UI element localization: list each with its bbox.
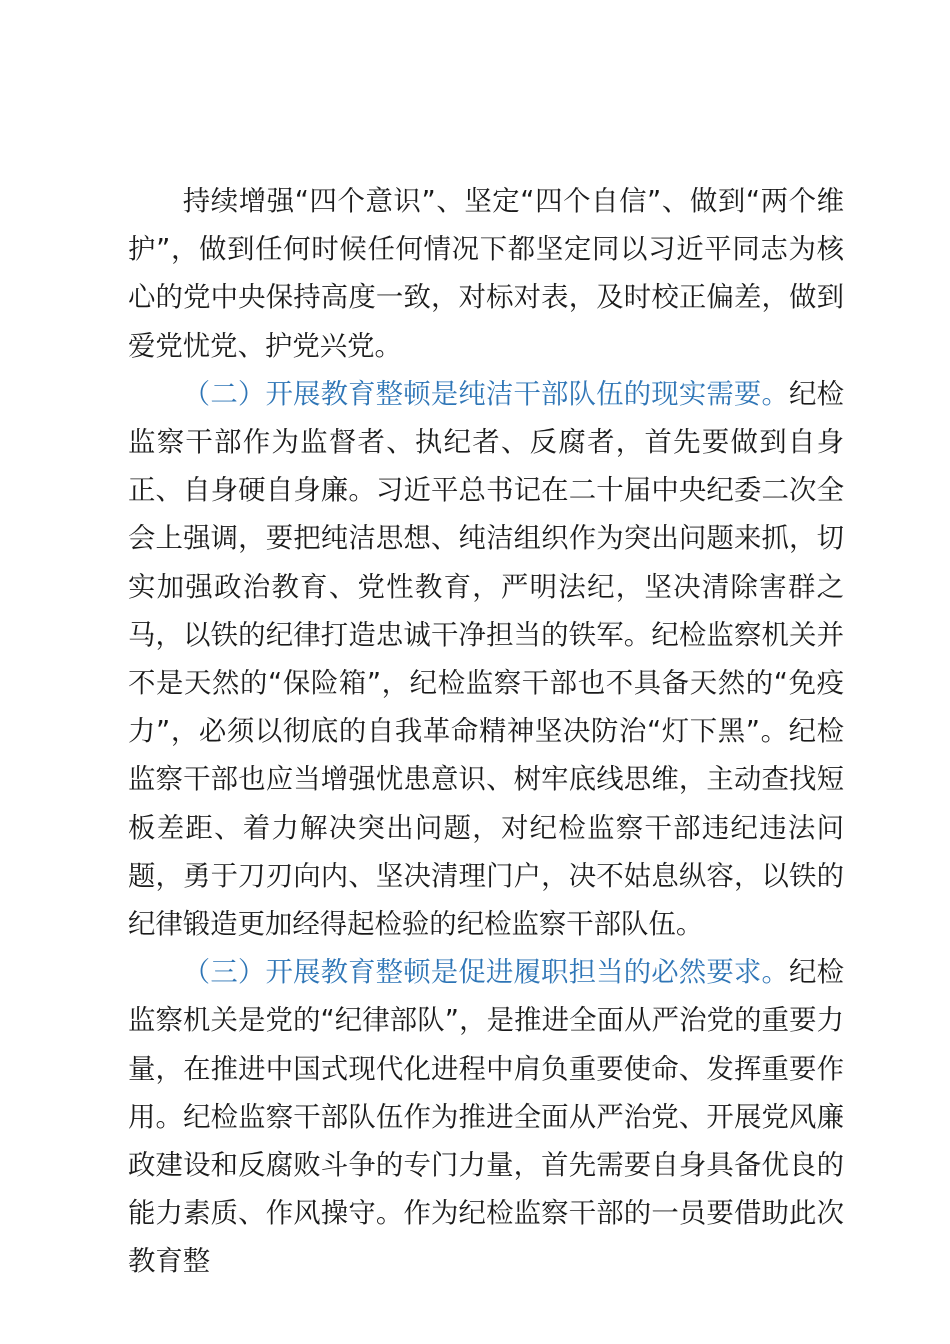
paragraph-2: [128, 371, 844, 949]
paragraph-2-text: 纪检监察干部作为监督者、执纪者、反腐者，首先要做到自身正、自身硬自身廉。习近平总书记在二十届中央纪委二次全会上强调，要把纯洁思想、纯洁组织作为突出问题来抓，切实加强政治教育、党性教育，严明法纪，坚决清除害群之马，以铁的纪律打造忠诚干净担当的铁军。纪检监察机关并不是天然的“保险箱”，纪检监察干部也不具备天然的“免疫力”，必须以彻底的自我革命精神坚决防治“灯下黑”。纪检监察干部也应当增强忧患意识、树牢底线思维，主动查找短板差距、着力解决突出问题，对纪检监察干部违纪违法问题，勇于刀刃向内、坚决清理门户，决不姑息纵容，以铁的纪律锻造更加经得起检验的纪检监察干部队伍。: [128, 378, 844, 941]
section-heading-3: （三）开展教育整顿是促进履职担当的必然要求。: [182, 957, 790, 989]
paragraph-1: [128, 178, 844, 371]
section-heading-2: （二）开展教育整顿是纯洁干部队伍的现实需要。: [182, 378, 790, 410]
paragraph-3: [128, 949, 844, 1286]
document-page: [128, 178, 844, 1287]
paragraph-3-text: 纪检监察机关是党的“纪律部队”，是推进全面从严治党的重要力量，在推进中国式现代化进程中肩负重要使命、发挥重要作用。纪检监察干部队伍作为推进全面从严治党、开展党风廉政建设和反腐败斗争的专门力量，首先需要自身具备优良的能力素质、作风操守。作为纪检监察干部的一员要借助此次教育整: [128, 957, 844, 1278]
paragraph-1-text: 持续增强“四个意识”、坚定“四个自信”、做到“两个维护”，做到任何时候任何情况下都坚定同以习近平同志为核心的党中央保持高度一致，对标对表，及时校正偏差，做到爱党忧党、护党兴党。: [128, 186, 844, 362]
